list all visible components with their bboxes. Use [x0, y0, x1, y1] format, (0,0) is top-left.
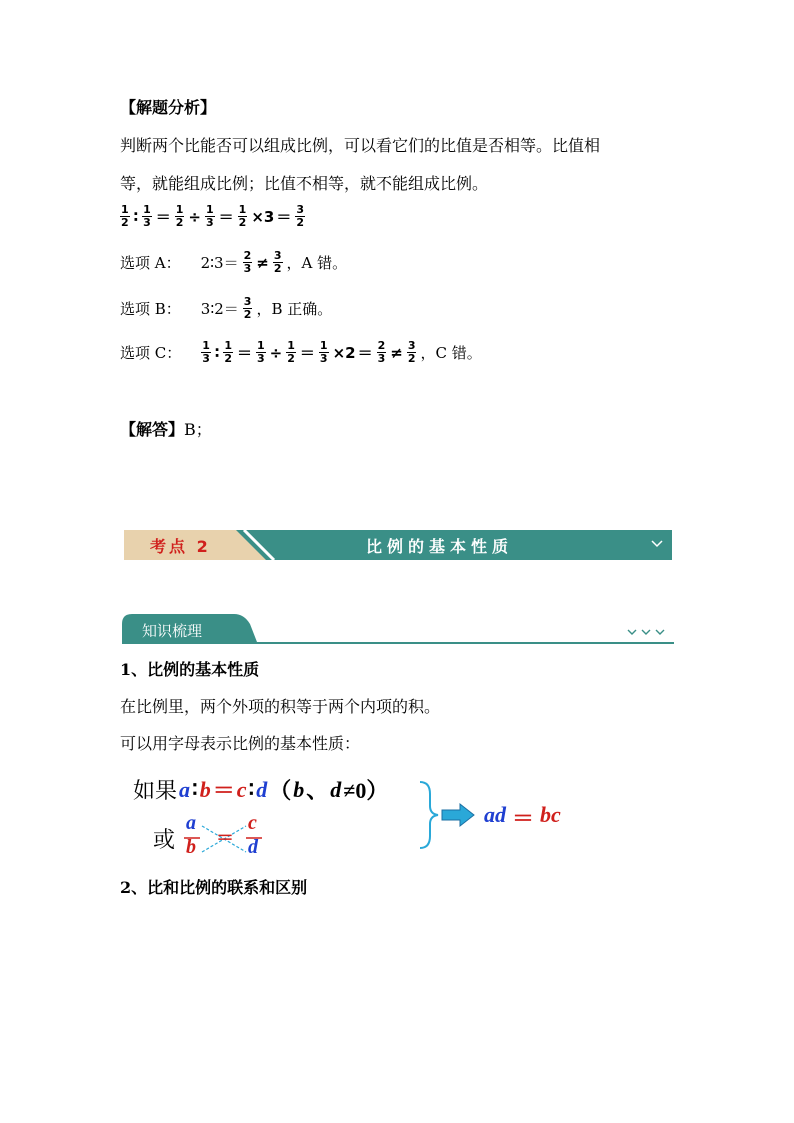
knowledge-tab	[122, 614, 674, 644]
right-brace-icon	[420, 782, 438, 848]
fraction	[319, 340, 329, 365]
numerator: 3	[273, 249, 282, 262]
option-a-conclusion: ，A 错。	[286, 254, 348, 272]
denominator: 2	[238, 216, 247, 229]
analysis-paragraph-line2: 等，就能组成比例；比值不相等，就不能组成比例。	[120, 174, 489, 193]
fraction	[120, 204, 130, 229]
formula-a: a	[179, 776, 191, 802]
numerator: 1	[143, 203, 151, 216]
numerator: 1	[224, 339, 232, 352]
equals-symbol: ＝	[155, 208, 171, 226]
denominator: 2	[273, 262, 282, 275]
fraction	[201, 340, 211, 365]
denominator: 2	[121, 216, 129, 229]
option-b-label: 选项 B：	[120, 300, 181, 318]
option-b-expression: 3∶2＝	[200, 300, 239, 318]
formula-fraction-form	[180, 812, 270, 860]
knowledge-tab-shape	[122, 614, 674, 644]
fraction	[243, 296, 253, 321]
formula-b: b	[199, 776, 211, 802]
analysis-heading: 【解题分析】	[120, 98, 217, 117]
numerator: 3	[243, 295, 252, 308]
denominator: 3	[143, 216, 151, 229]
chevron-down-icon	[628, 630, 664, 634]
denominator: 3	[377, 352, 386, 365]
fraction	[286, 340, 296, 365]
divide-symbol: ÷	[269, 343, 283, 362]
formula-result	[484, 802, 561, 833]
option-b-conclusion: ，B 正确。	[256, 300, 333, 318]
fraction	[273, 250, 283, 275]
formula-condition-separator: 、	[306, 778, 329, 803]
arrow-right-icon	[442, 804, 474, 826]
denominator: 3	[202, 352, 210, 365]
ratio-calculation	[118, 204, 307, 229]
result-bc: bc	[540, 802, 561, 827]
frac-b: b	[186, 836, 196, 858]
knowledge-tab-title: 知识梳理	[142, 622, 203, 640]
formula-condition-b: b	[293, 776, 305, 802]
numerator: 1	[121, 203, 129, 216]
denominator: 3	[257, 352, 265, 365]
equals-symbol: ＝	[276, 208, 292, 226]
denominator: 2	[175, 216, 184, 229]
fraction	[142, 204, 152, 229]
denominator: 3	[243, 262, 252, 275]
formula-d: d	[256, 776, 268, 802]
fraction	[238, 204, 248, 229]
numerator: 1	[287, 339, 295, 352]
times-three: ×3	[251, 207, 275, 226]
option-c-label: 选项 C：	[120, 344, 182, 362]
option-c-conclusion: ，C 错。	[420, 344, 482, 362]
option-c-line	[120, 340, 482, 365]
answer-value: B；	[184, 420, 212, 439]
option-b-line	[120, 296, 332, 321]
denominator: 2	[407, 352, 416, 365]
numerator: 1	[202, 339, 210, 352]
fraction	[243, 250, 253, 275]
numerator: 2	[377, 339, 386, 352]
result-equals: ＝	[512, 806, 535, 831]
frac-a: a	[186, 812, 196, 834]
frac-equals: ＝	[216, 828, 234, 848]
option-a-expression: 2∶3＝	[200, 254, 239, 272]
divide-symbol: ÷	[188, 207, 201, 226]
frac-c: c	[248, 812, 257, 834]
numerator: 3	[296, 203, 304, 216]
not-equal-symbol: ≠	[390, 343, 403, 362]
frac-d: d	[248, 836, 258, 858]
fraction	[175, 204, 185, 229]
option-a-line	[120, 250, 347, 275]
numerator: 2	[243, 249, 252, 262]
numerator: 1	[205, 203, 214, 216]
denominator: 2	[243, 308, 252, 321]
answer-line	[120, 420, 212, 440]
formula-colon: ∶	[248, 776, 255, 802]
denominator: 2	[287, 352, 295, 365]
colon-symbol: ∶	[214, 343, 220, 362]
times-two: ×2	[332, 343, 356, 362]
numerator: 3	[407, 339, 416, 352]
denominator: 2	[224, 352, 232, 365]
denominator: 3	[205, 216, 214, 229]
fraction	[407, 340, 417, 365]
denominator: 3	[319, 352, 328, 365]
answer-label: 【解答】	[120, 420, 185, 439]
denominator: 2	[296, 216, 304, 229]
numerator: 1	[175, 203, 184, 216]
formula-condition-open: （	[269, 778, 292, 803]
section2-heading: 2、比和比例的联系和区别	[120, 878, 308, 897]
numerator: 1	[257, 339, 265, 352]
brace-and-arrow	[418, 780, 480, 850]
section1-line2: 可以用字母表示比例的基本性质：	[120, 734, 361, 753]
fraction	[205, 204, 215, 229]
formula-colon: ∶	[192, 776, 198, 802]
fraction	[256, 340, 266, 365]
equals-symbol: ＝	[218, 208, 234, 226]
fraction	[223, 340, 233, 365]
result-ad: ad	[484, 802, 506, 827]
equals-symbol: ＝	[357, 344, 373, 362]
section1-heading: 1、比例的基本性质	[120, 660, 260, 679]
formula-if-word: 如果	[133, 779, 178, 804]
analysis-paragraph-line1: 判断两个比能否可以组成比例，可以看它们的比值是否相等。比值相	[120, 136, 601, 155]
banner-tag: 考点 2	[150, 537, 211, 556]
formula-or-word: 或	[153, 828, 176, 853]
formula-c: c	[236, 776, 247, 802]
numerator: 1	[319, 339, 328, 352]
formula-if-line	[133, 774, 388, 805]
numerator: 1	[238, 203, 247, 216]
banner-title: 比例的基本性质	[366, 537, 514, 556]
kaodian-banner	[124, 530, 672, 560]
formula-condition-d: d	[330, 776, 342, 802]
fraction	[295, 204, 305, 229]
colon-symbol: ∶	[133, 207, 139, 226]
option-a-label: 选项 A：	[120, 254, 181, 272]
formula-condition-nonzero: ≠0）	[343, 778, 389, 803]
fraction	[377, 340, 387, 365]
formula-equals: ＝	[212, 778, 235, 803]
equals-symbol: ＝	[236, 344, 252, 362]
equals-symbol: ＝	[299, 344, 315, 362]
not-equal-symbol: ≠	[256, 253, 269, 272]
section1-line1: 在比例里，两个外项的积等于两个内项的积。	[120, 697, 441, 716]
